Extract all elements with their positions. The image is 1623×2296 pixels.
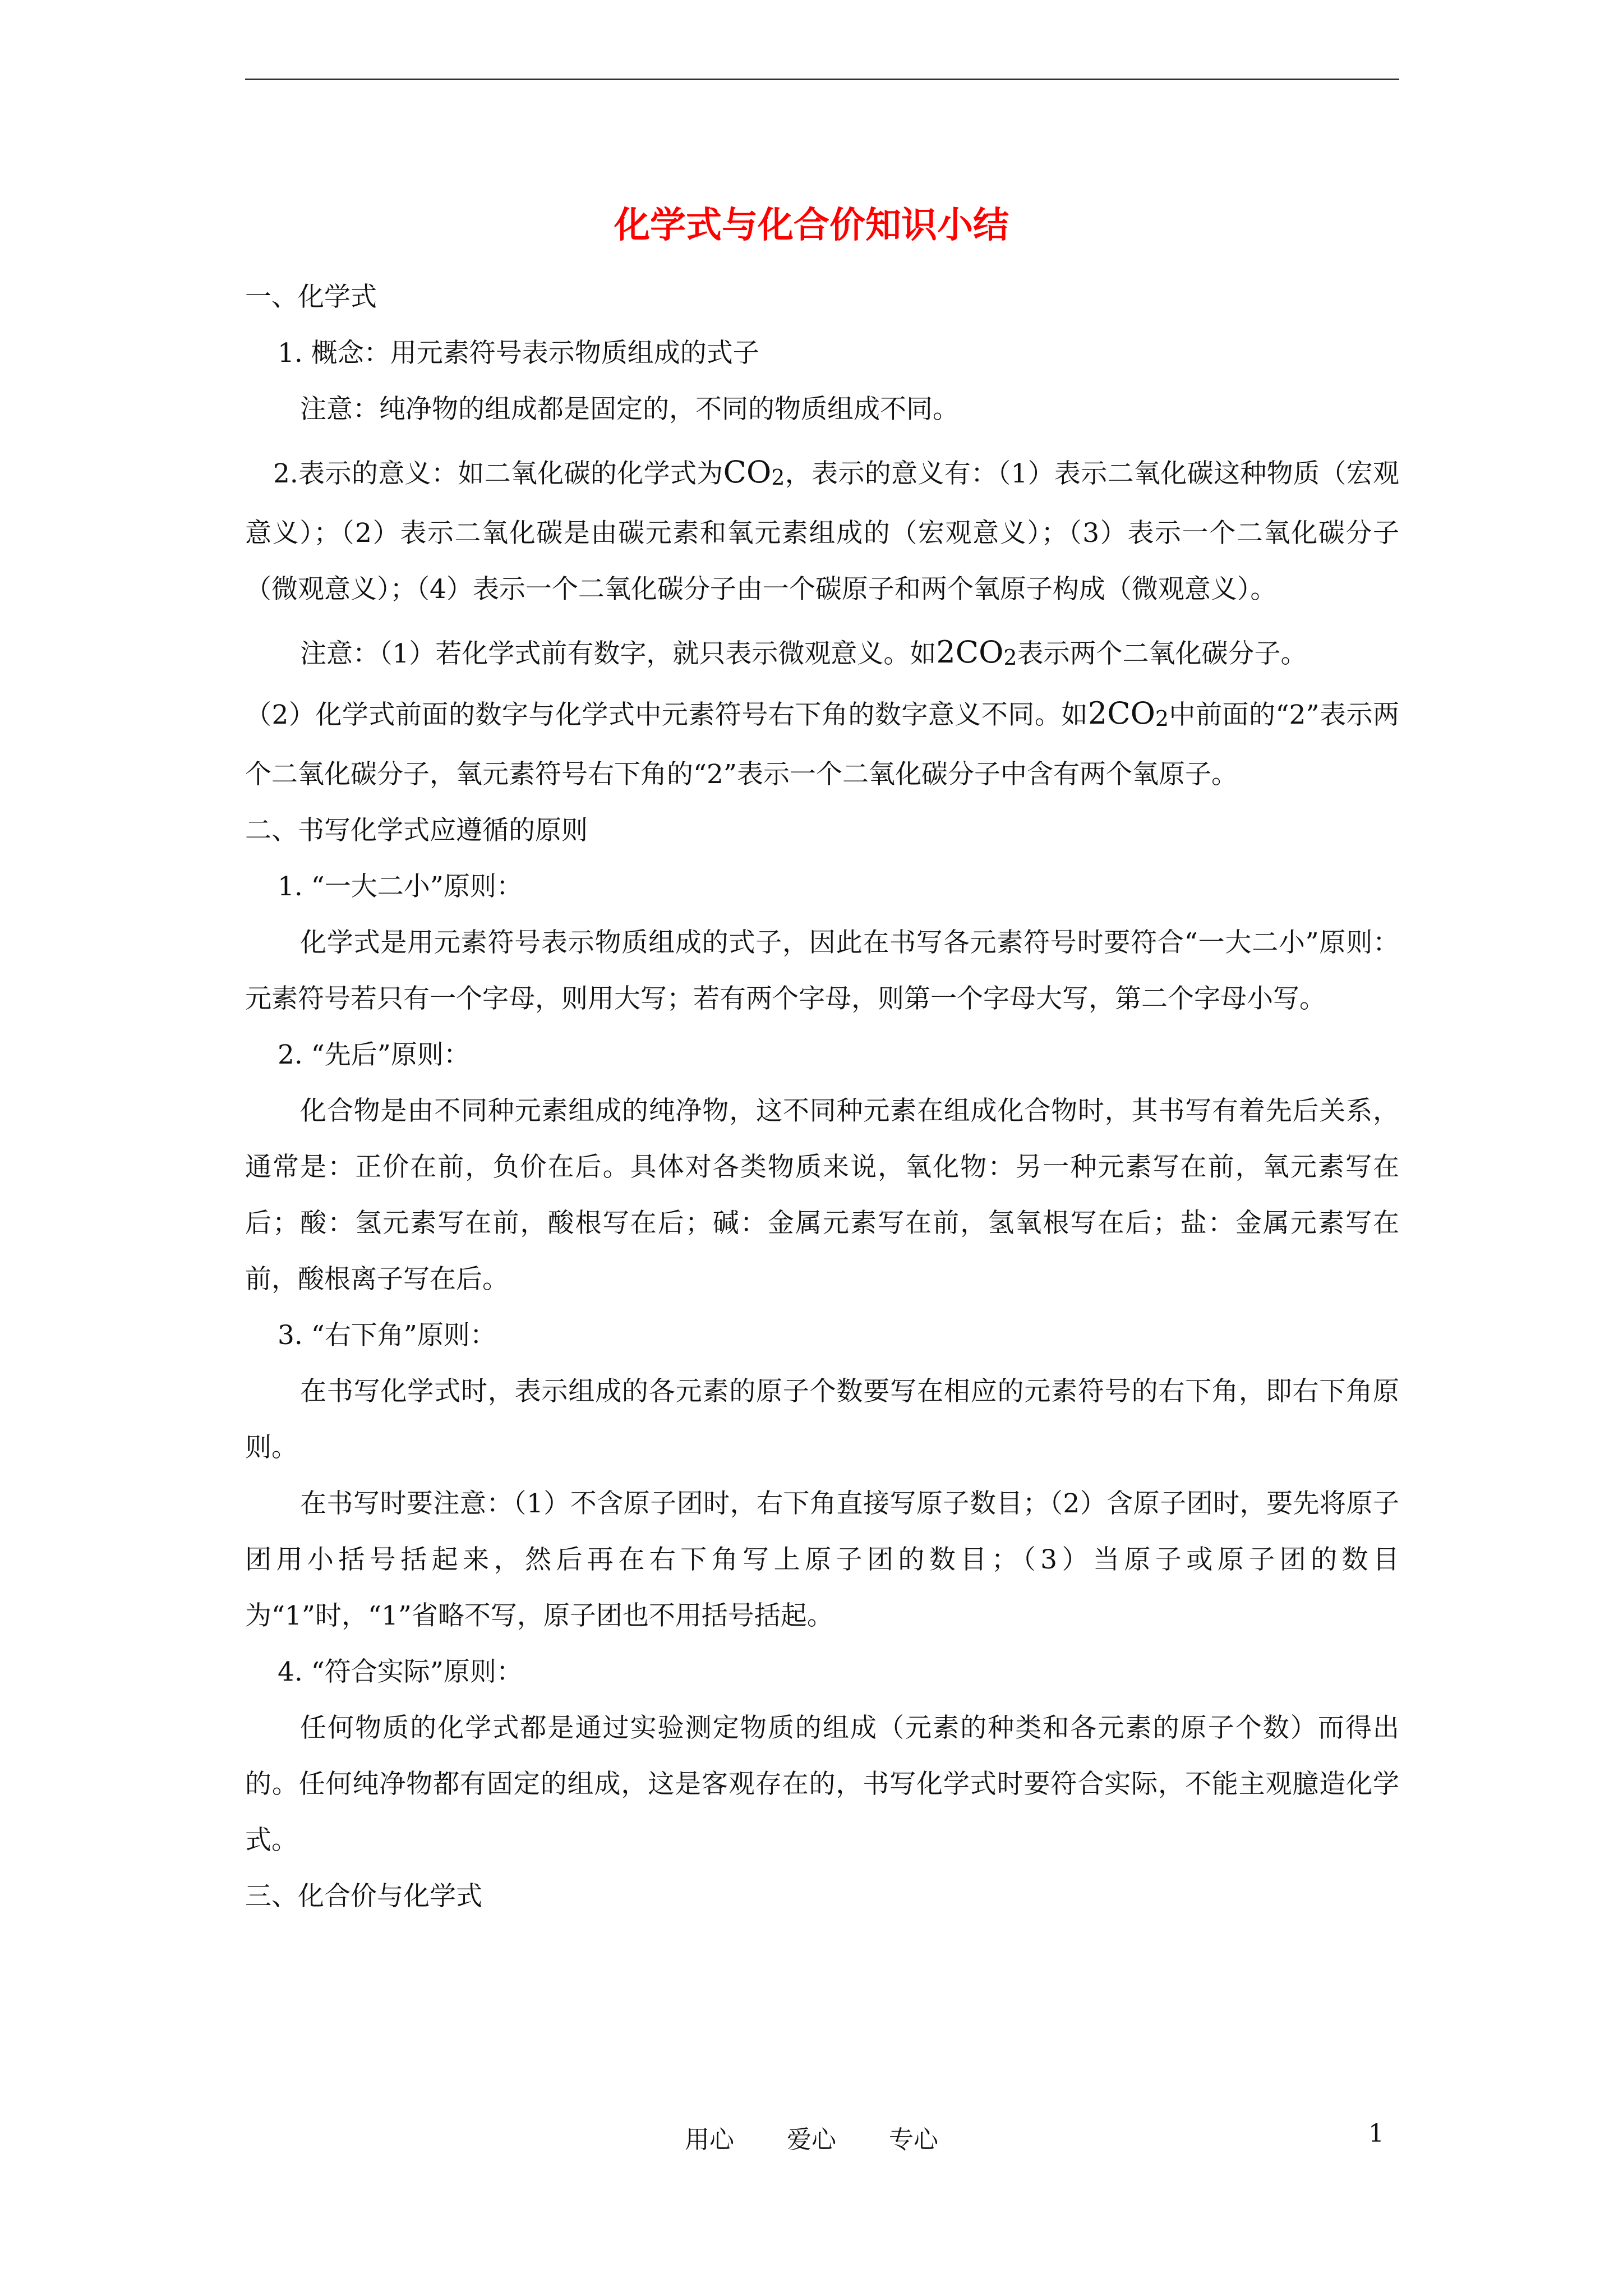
section-2-heading: 二、书写化学式应遵循的原则 xyxy=(245,815,588,846)
note-2-text-a: （2）化学式前面的数字与化学式中元素符号右下角的数字意义不同。如 xyxy=(245,700,1088,730)
rule-4-text: 任何物质的化学式都是通过实验测定物质的组成（元素的种类和各元素的原子个数）而得出的。任何纯净物都有固定的组成，这是客观存在的，书写化学式时要符合实际，不能主观臆造化学式。 xyxy=(245,1713,1399,1856)
rule-4-heading: 4. “符合实际”原则： xyxy=(278,1657,523,1687)
footer-word-2: 爱心 xyxy=(787,2125,836,2154)
formula-2co2: $2CO_2$ xyxy=(936,634,1017,670)
note-1-text-a: 注意：（1）若化学式前有数字，就只表示微观意义。如 xyxy=(300,638,937,669)
page-title: 化学式与化合价知识小结 xyxy=(614,204,1009,246)
rule-3-heading: 3. “右下角”原则： xyxy=(278,1320,496,1351)
section-1-item-1-heading: 1. 概念：用元素符号表示物质组成的式子 xyxy=(278,338,759,369)
note-1-text-b: 表示两个二氧化碳分子。 xyxy=(1017,638,1307,669)
rule-2-text: 化合物是由不同种元素组成的纯净物，这不同种元素在组成化合物时，其书写有着先后关系，通常是：正价在前，负价在后。具体对各类物质来说，氧化物：另一种元素写在前，氧元素写在后；酸：氢元素写在前，酸根写在后；碱：金属元素写在前，氢氧根写在后；盐：金属元素写在前，酸根离子写在后。 xyxy=(245,1096,1399,1295)
document-body xyxy=(245,269,1399,1925)
formula-co2: $CO_2$ xyxy=(723,454,785,490)
footer-word-1: 用心 xyxy=(685,2125,734,2154)
rule-1-heading: 1. “一大二小”原则： xyxy=(278,871,523,902)
rule-3-text-2: 在书写时要注意：（1）不含原子团时，右下角直接写原子数目；（2）含原子团时，要先将原子团用小括号括起来，然后再在右下角写上原子团的数目；（3）当原子或原子团的数目为“1”时，“1”省略不写，原子团也不用括号括起。 xyxy=(245,1488,1399,1631)
section-1-heading: 一、化学式 xyxy=(245,282,377,312)
note-2-text-b: 中前面的“2”表示两个二氧化碳分子，氧元素符号右下角的“2”表示一个二氧化碳分子中含有两个氧原子。 xyxy=(245,700,1399,790)
rule-2-heading: 2. “先后”原则： xyxy=(278,1039,470,1070)
item-2-text-a: 2.表示的意义：如二氧化碳的化学式为 xyxy=(273,458,723,489)
section-1-item-2-paragraph xyxy=(245,444,1399,618)
item-2-text-b: ，表示的意义有：（1）表示二氧化碳这种物质（宏观意义）；（2）表示二氧化碳是由碳元素和氧元素组成的（宏观意义）；（3）表示一个二氧化碳分子（微观意义）；（4）表示一个二氧化碳分子由一个碳原子和两个氧原子构成（微观意义）。 xyxy=(245,458,1400,605)
footer-word-3: 专心 xyxy=(889,2125,938,2154)
header-rule xyxy=(245,79,1399,80)
page-number: 1 xyxy=(1368,2119,1384,2148)
rule-3-text-1: 在书写化学式时，表示组成的各元素的原子个数要写在相应的元素符号的右下角，即右下角原则。 xyxy=(245,1376,1399,1463)
formula-2co2-second: $2CO_2$ xyxy=(1087,696,1169,731)
section-3-heading: 三、化合价与化学式 xyxy=(245,1881,482,1912)
rule-1-text: 化学式是用元素符号表示物质组成的式子，因此在书写各元素符号时要符合“一大二小”原则：元素符号若只有一个字母，则用大写；若有两个字母，则第一个字母大写，第二个字母小写。 xyxy=(245,927,1399,1014)
section-1-item-1-note: 注意：纯净物的组成都是固定的，不同的物质组成不同。 xyxy=(300,394,959,425)
section-1-note-1 xyxy=(245,624,1399,685)
section-1-note-2 xyxy=(245,685,1399,803)
